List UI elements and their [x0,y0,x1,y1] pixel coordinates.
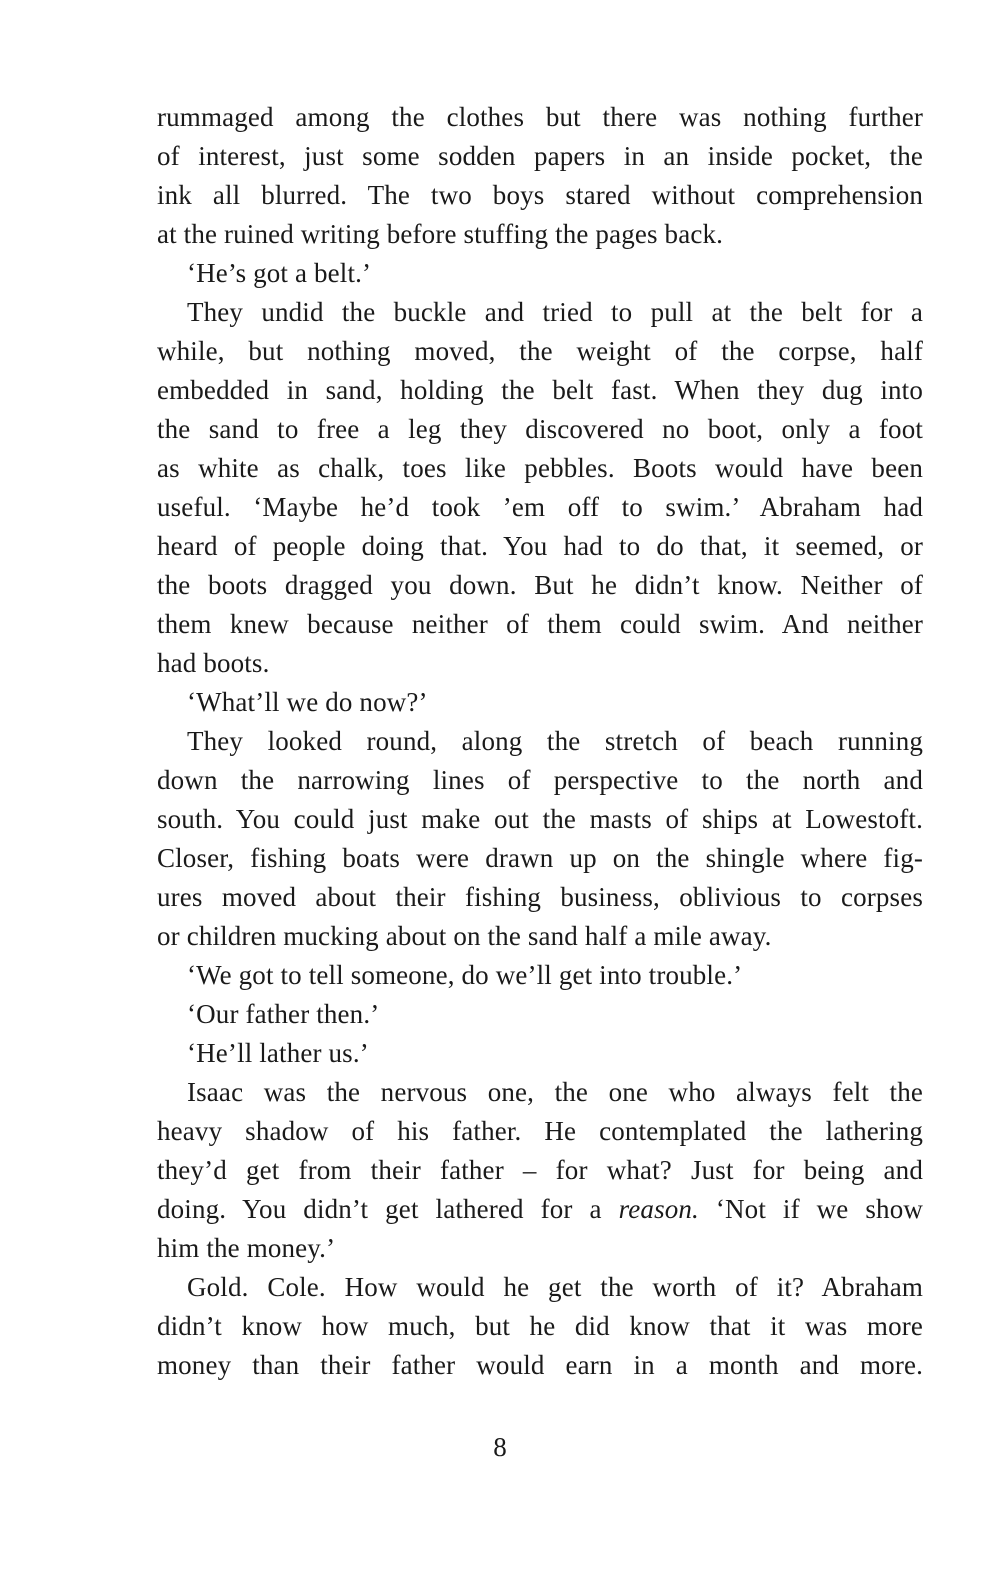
text-line: ‘We got to tell someone, do we’ll get into trouble.’ [187,960,743,990]
body-text [157,98,923,1385]
text-line: the boots dragged you down. But he didn’t know. Neither of [157,570,923,600]
text-line: They looked round, along the stretch of beach running [187,726,923,756]
text-line: had boots. [157,648,270,678]
text-line: as white as chalk, toes like pebbles. Boots would have been [157,453,923,483]
text-line: the sand to free a leg they discovered no boot, only a foot [157,414,923,444]
text-line: him the money.’ [157,1233,336,1263]
text-line: ‘He’s got a belt.’ [187,258,372,288]
text-line: rummaged among the clothes but there was nothing further [157,102,923,132]
text-line: ‘What’ll we do now?’ [187,687,428,717]
text-line: Closer, fishing boats were drawn up on the shingle where fig- [157,843,923,873]
text-line: or children mucking about on the sand half a mile away. [157,921,772,951]
text-line: Isaac was the nervous one, the one who always felt the [187,1077,923,1107]
text-line: down the narrowing lines of perspective to the north and [157,765,923,795]
emphasis-text: reason. [618,1194,699,1224]
text-line: Gold. Cole. How would he get the worth of it? Abraham [187,1272,923,1302]
text-line-start: doing. You didn’t get lathered for a [157,1194,619,1224]
text-line: heard of people doing that. You had to do that, it seemed, or [157,531,923,561]
page-number: 8 [493,1432,507,1462]
text-line: of interest, just some sodden papers in an inside pocket, the [157,141,923,171]
text-line: they’d get from their father – for what? Just for being and [157,1155,923,1185]
text-line: heavy shadow of his father. He contemplated the lathering [157,1116,923,1146]
text-line: at the ruined writing before stuffing the pages back. [157,219,724,249]
text-line [157,1190,923,1229]
text-line: useful. ‘Maybe he’d took ’em off to swim.’ Abraham had [157,492,923,522]
text-line: ink all blurred. The two boys stared without comprehension [157,180,923,210]
text-line: ‘Our father then.’ [187,999,380,1029]
text-line: them knew because neither of them could swim. And neither [157,609,923,639]
text-line: while, but nothing moved, the weight of the corpse, half [157,336,923,366]
text-line: ‘He’ll lather us.’ [187,1038,369,1068]
text-line: ures moved about their fishing business, oblivious to corpses [157,882,923,912]
text-line: They undid the buckle and tried to pull at the belt for a [187,297,923,327]
text-line: embedded in sand, holding the belt fast. When they dug into [157,375,923,405]
text-line-end: ‘Not if we show [698,1194,924,1224]
text-line: money than their father would earn in a month and more. [157,1350,923,1380]
text-line: didn’t know how much, but he did know that it was more [157,1311,923,1341]
text-line: south. You could just make out the masts of ships at Lowestoft. [157,804,923,834]
